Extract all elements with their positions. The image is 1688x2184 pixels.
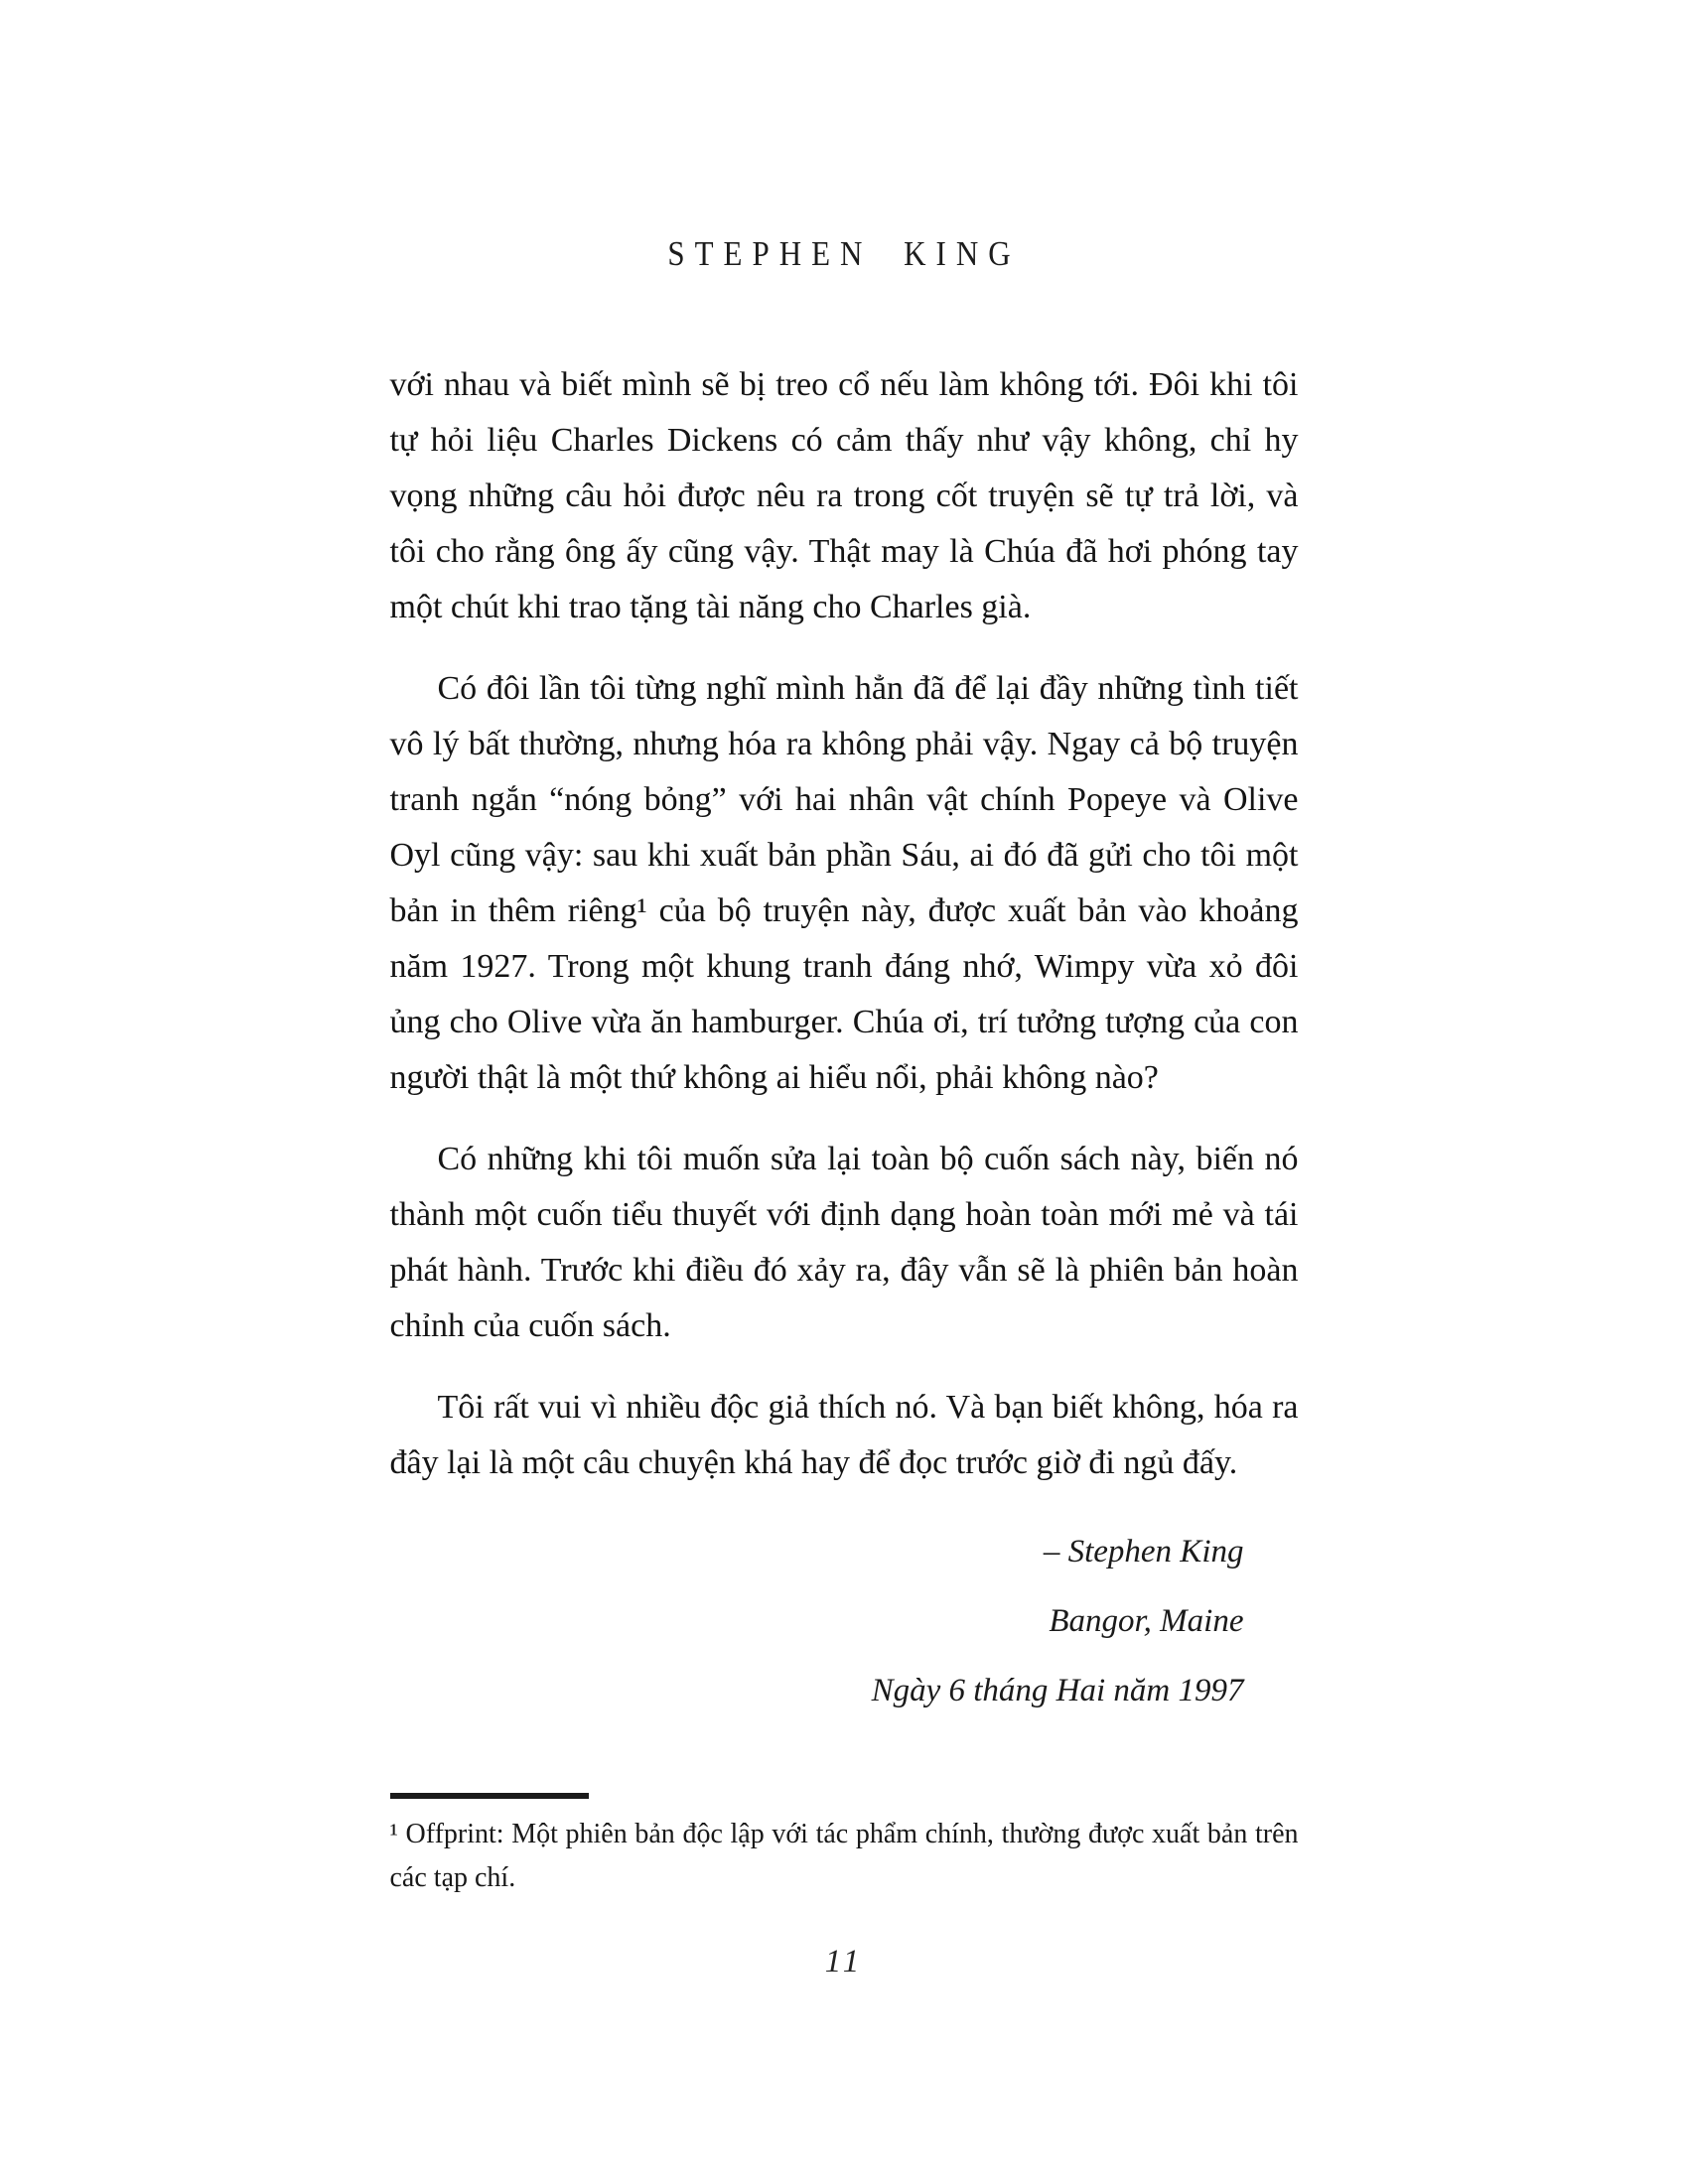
signature-author: – Stephen King [1043, 1534, 1244, 1570]
paragraph: Tôi rất vui vì nhiều độc giả thích nó. Và bạn biết không, hóa ra đây lại là một câu chuyện khá hay để đọc trước giờ đi ngủ đấy. [389, 1389, 1299, 1481]
footnote-divider [390, 1793, 589, 1799]
signature-block [390, 1517, 1299, 1725]
text-column [390, 0, 1299, 1980]
paragraph: Có đôi lần tôi từng nghĩ mình hẳn đã để lại đầy những tình tiết vô lý bất thường, nhưng hóa ra không phải vậy. Ngay cả bộ truyện tranh ngắn “nóng bỏng” với hai nhân vật chính Popeye và Olive Oyl cũng vậy: sau khi xuất bản phần Sáu, ai đó đã gửi cho tôi một bản in thêm riêng¹ của bộ truyện này, được xuất bản vào khoảng năm 1927. Trong một khung tranh đáng nhớ, Wimpy vừa xỏ đôi ủng cho Olive vừa ăn hamburger. Chúa ơi, trí tưởng tượng của con người thật là một thứ không ai hiểu nổi, phải không nào? [389, 670, 1299, 1096]
page-number: 11 [824, 1944, 864, 1979]
signature-place: Bangor, Maine [1049, 1603, 1244, 1639]
running-header-author: STEPHEN KING [667, 233, 1021, 274]
signature-date: Ngày 6 tháng Hai năm 1997 [871, 1673, 1244, 1708]
paragraph-continuation: với nhau và biết mình sẽ bị treo cổ nếu làm không tới. Đôi khi tôi tự hỏi liệu Charles Dickens có cảm thấy như vậy không, chỉ hy vọng những câu hỏi được nêu ra trong cốt truyện sẽ tự trả lời, và tôi cho rằng ông ấy cũng vậy. Thật may là Chúa đã hơi phóng tay một chút khi trao tặng tài năng cho Charles già. [389, 366, 1299, 625]
footnote-text: ¹ Offprint: Một phiên bản độc lập với tác phẩm chính, thường được xuất bản trên các tạp chí. [389, 1819, 1299, 1893]
paragraph: Có những khi tôi muốn sửa lại toàn bộ cuốn sách này, biến nó thành một cuốn tiểu thuyết với định dạng hoàn toàn mới mẻ và tái phát hành. Trước khi điều đó xảy ra, đây vẫn sẽ là phiên bản hoàn chỉnh của cuốn sách. [389, 1141, 1299, 1344]
body-text [390, 357, 1299, 1491]
